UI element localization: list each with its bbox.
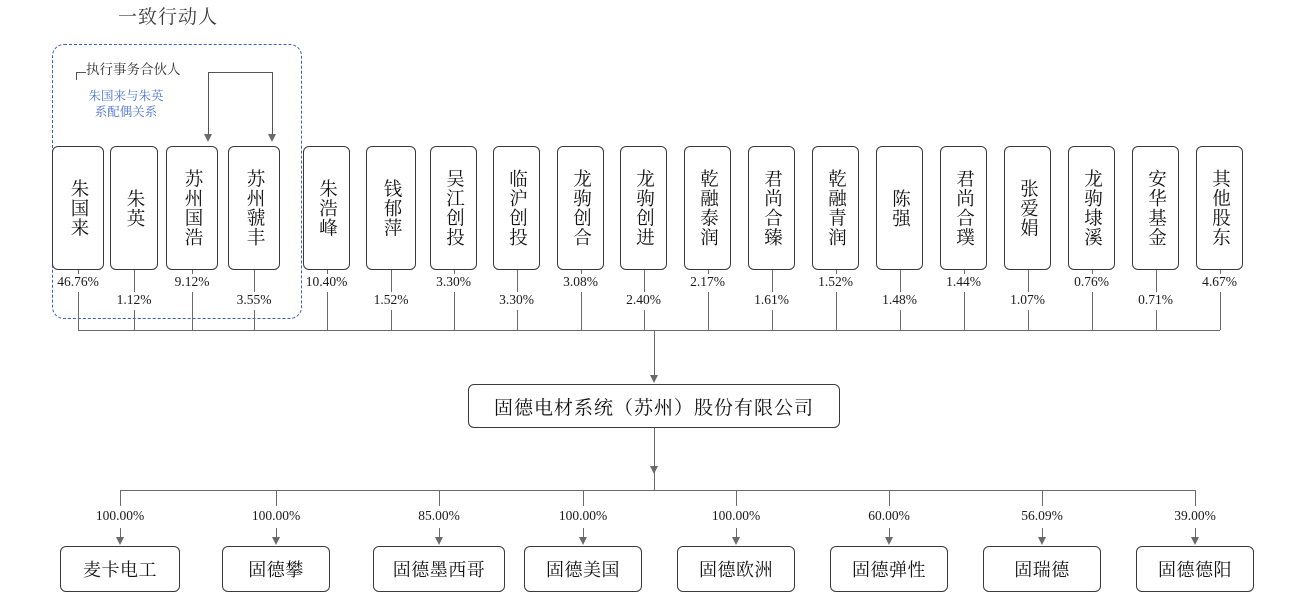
shareholder-name: 龙驹创合: [570, 169, 591, 247]
arrow-exec-to-guohao: [204, 134, 212, 142]
shareholder-name: 钱郁萍: [381, 178, 401, 238]
subsidiary-pct: 100.00%: [558, 508, 608, 523]
shareholder-lead-bottom: [1092, 292, 1093, 330]
subsidiary-name: 固瑞德: [1014, 560, 1070, 580]
shareholder-lead-top: [1220, 270, 1221, 274]
shareholder-name: 其他股东: [1209, 169, 1230, 247]
shareholder-name: 苏州虢丰: [244, 169, 264, 247]
shareholder-box-7: [430, 146, 477, 270]
shareholder-box-2: [110, 146, 158, 270]
shareholder-name: 陈强: [889, 188, 910, 228]
shareholder-pct: 2.17%: [690, 274, 725, 289]
subsidiary-box-3: [373, 546, 505, 592]
shareholder-lead-bottom: [254, 310, 255, 330]
subsidiary-box-7: [983, 546, 1101, 592]
shareholder-lead-top: [192, 270, 193, 274]
bracket-to-suzhouguohao: [208, 72, 209, 136]
spouse-note-line1: 朱国来与朱英: [88, 89, 164, 103]
shareholder-lead-top: [391, 270, 392, 292]
arrow-company-to-subbus: [650, 466, 658, 474]
subsidiary-pct: 85.00%: [418, 508, 460, 523]
subsidiary-pct: 60.00%: [868, 508, 910, 523]
shareholder-lead-top: [644, 270, 645, 292]
shareholder-pct: 1.52%: [373, 292, 409, 307]
subsidiary-name: 固德攀: [248, 560, 304, 580]
arrow-to-subsidiary: [579, 537, 587, 545]
shareholder-pct: 9.12%: [174, 274, 210, 289]
subsidiary-box-5: [677, 546, 795, 592]
shareholder-lead-top: [772, 270, 773, 292]
shareholder-box-8: [493, 146, 540, 270]
shareholder-box-14: [876, 146, 923, 270]
company-to-subbus-line: [654, 428, 655, 490]
subsidiary-box-1: [60, 546, 180, 592]
bracket-left-stub: [76, 72, 86, 73]
subsidiary-bus: [120, 490, 1195, 491]
shareholder-pct: 3.30%: [436, 274, 471, 289]
shareholder-name: 龙驹埭溪: [1081, 169, 1102, 247]
shareholder-lead-bottom: [836, 292, 837, 330]
shareholder-pct: 4.67%: [1202, 274, 1237, 289]
subsidiary-name: 固德欧洲: [699, 560, 773, 580]
shareholder-pct: 1.44%: [946, 274, 981, 289]
shareholder-lead-bottom: [644, 310, 645, 330]
shareholder-lead-top: [1156, 270, 1157, 292]
shareholder-name: 君尚合臻: [761, 169, 782, 247]
shareholder-box-18: [1132, 146, 1179, 270]
subsidiary-name: 固德美国: [546, 560, 620, 580]
bracket-to-suzhouguofeng: [272, 72, 273, 136]
shareholder-lead-bottom: [772, 310, 773, 330]
shareholder-box-3: [166, 146, 218, 270]
subsidiary-pct: 39.00%: [1174, 508, 1216, 523]
spouse-relationship-note: [66, 88, 186, 120]
arrow-to-subsidiary: [1038, 537, 1046, 545]
shareholder-box-4: [228, 146, 280, 270]
shareholder-lead-top: [1092, 270, 1093, 274]
shareholder-lead-bottom: [708, 292, 709, 330]
executive-partner-label: 执行事务合伙人: [86, 62, 181, 77]
bus-to-company-line: [654, 330, 655, 376]
shareholder-box-13: [812, 146, 859, 270]
shareholder-name: 君尚合璞: [953, 169, 974, 247]
shareholder-box-16: [1004, 146, 1051, 270]
shareholder-lead-top: [454, 270, 455, 274]
shareholder-lead-top: [964, 270, 965, 274]
subsidiary-pct: 100.00%: [711, 508, 761, 523]
shareholder-pct: 1.07%: [1010, 292, 1045, 307]
shareholder-lead-top: [327, 270, 328, 274]
shareholder-lead-bottom: [78, 292, 79, 330]
shareholder-lead-bottom: [134, 310, 135, 330]
shareholder-name: 张爱娟: [1017, 178, 1038, 238]
shareholder-lead-bottom: [1220, 292, 1221, 330]
shareholder-name: 朱英: [124, 188, 144, 228]
subsidiary-lead-top: [889, 490, 890, 506]
bracket-left-tick: [76, 72, 77, 80]
shareholder-lead-top: [1028, 270, 1029, 292]
subsidiary-box-6: [830, 546, 948, 592]
shareholder-name: 乾融泰润: [697, 169, 718, 247]
subsidiary-name: 固德墨西哥: [392, 560, 486, 580]
shareholder-pct: 1.52%: [818, 274, 853, 289]
subsidiary-lead-top: [583, 490, 584, 506]
shareholder-pct: 3.30%: [499, 292, 534, 307]
shareholder-name: 朱国来: [68, 178, 88, 238]
arrow-bus-to-company: [650, 375, 658, 383]
shareholder-lead-top: [254, 270, 255, 292]
subsidiary-lead-top: [120, 490, 121, 506]
shareholder-name: 龙驹创进: [633, 169, 654, 247]
shareholder-box-6: [366, 146, 416, 270]
shareholder-lead-bottom: [192, 292, 193, 330]
subsidiary-name: 固德弹性: [852, 560, 926, 580]
subsidiary-lead-top: [439, 490, 440, 506]
subsidiary-pct: 56.09%: [1021, 508, 1063, 523]
subsidiary-box-8: [1136, 546, 1254, 592]
shareholder-pct: 46.76%: [57, 274, 99, 289]
subsidiary-lead-top: [276, 490, 277, 506]
shareholder-lead-bottom: [581, 292, 582, 330]
shareholder-lead-top: [134, 270, 135, 292]
shareholder-pct: 0.76%: [1074, 274, 1109, 289]
shareholder-box-19: [1196, 146, 1243, 270]
bracket-right-stub: [208, 72, 272, 73]
shareholder-lead-bottom: [517, 310, 518, 330]
shareholder-lead-bottom: [327, 292, 328, 330]
shareholder-lead-bottom: [900, 310, 901, 330]
shareholder-pct: 1.12%: [116, 292, 152, 307]
shareholder-lead-bottom: [391, 310, 392, 330]
shareholder-lead-top: [708, 270, 709, 274]
subsidiary-pct: 100.00%: [95, 508, 145, 523]
shareholder-name: 临沪创投: [506, 169, 527, 247]
shareholder-lead-top: [900, 270, 901, 292]
shareholder-pct: 1.61%: [754, 292, 789, 307]
shareholder-box-17: [1068, 146, 1115, 270]
shareholder-pct: 3.55%: [236, 292, 272, 307]
shareholder-box-10: [620, 146, 667, 270]
subsidiary-lead-top: [1195, 490, 1196, 506]
arrow-to-subsidiary: [732, 537, 740, 545]
subsidiary-box-4: [524, 546, 642, 592]
subsidiary-lead-top: [1042, 490, 1043, 506]
shareholder-lead-bottom: [1028, 310, 1029, 330]
shareholder-name: 朱浩峰: [316, 178, 337, 238]
shareholder-bus: [78, 330, 1220, 331]
arrow-to-subsidiary: [435, 537, 443, 545]
spouse-note-line2: 系配偶关系: [94, 105, 158, 119]
shareholder-box-5: [303, 146, 350, 270]
shareholder-lead-bottom: [1156, 310, 1157, 330]
shareholder-box-1: [52, 146, 104, 270]
shareholder-pct: 3.08%: [563, 274, 598, 289]
shareholder-name: 苏州国浩: [182, 169, 202, 247]
shareholder-pct: 2.40%: [626, 292, 661, 307]
shareholder-pct: 10.40%: [305, 274, 348, 289]
shareholder-lead-top: [78, 270, 79, 274]
shareholder-lead-top: [836, 270, 837, 274]
arrow-to-subsidiary: [116, 537, 124, 545]
shareholder-name: 安华基金: [1145, 169, 1166, 247]
shareholder-name: 乾融青润: [825, 169, 846, 247]
shareholder-box-11: [684, 146, 731, 270]
shareholder-pct: 0.71%: [1138, 292, 1173, 307]
arrow-to-subsidiary: [885, 537, 893, 545]
shareholder-pct: 1.48%: [882, 292, 917, 307]
shareholder-lead-bottom: [964, 292, 965, 330]
arrow-to-subsidiary: [272, 537, 280, 545]
arrow-exec-to-guofeng: [268, 134, 276, 142]
shareholder-lead-top: [581, 270, 582, 274]
concert-party-label: 一致行动人: [118, 7, 219, 28]
shareholder-name: 吴江创投: [443, 169, 464, 247]
shareholder-box-9: [557, 146, 604, 270]
subsidiary-pct: 100.00%: [251, 508, 301, 523]
subsidiary-lead-top: [736, 490, 737, 506]
shareholder-box-15: [940, 146, 987, 270]
shareholder-lead-top: [517, 270, 518, 292]
subsidiary-box-2: [222, 546, 330, 592]
company-box: 固德电材系统（苏州）股份有限公司: [468, 384, 840, 428]
shareholder-lead-bottom: [454, 292, 455, 330]
arrow-to-subsidiary: [1191, 537, 1199, 545]
subsidiary-name: 固德德阳: [1158, 560, 1232, 580]
shareholder-box-12: [748, 146, 795, 270]
subsidiary-name: 麦卡电工: [83, 560, 157, 580]
